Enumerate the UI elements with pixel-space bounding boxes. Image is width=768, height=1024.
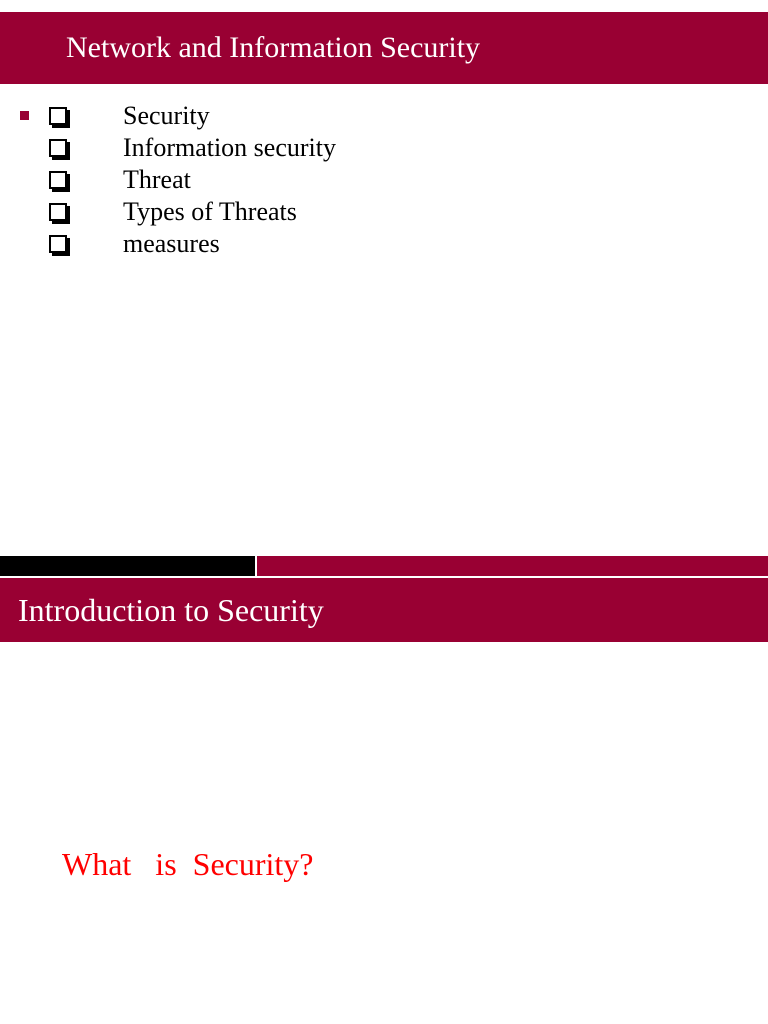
slide-title: Network and Information Security [0,12,768,84]
square-bullet-icon [20,111,29,120]
list-item-label: Information security [123,133,336,162]
list-item-label: Threat [123,165,191,194]
list-item-label: measures [123,229,220,258]
checkbox-icon [49,235,67,253]
checkbox-icon [49,139,67,157]
slide-title: Introduction to Security [0,578,768,642]
list-item-label: Security [123,101,210,130]
slide-introduction-to-security [0,556,768,1024]
list-item-label: Types of Threats [123,197,297,226]
accent-strip [0,556,768,576]
accent-strip-black [0,556,255,576]
accent-strip-maroon [257,556,768,576]
checkbox-icon [49,171,67,189]
checkbox-icon [49,203,67,221]
question-text: What is Security? [62,846,314,882]
checkbox-icon [49,107,67,125]
